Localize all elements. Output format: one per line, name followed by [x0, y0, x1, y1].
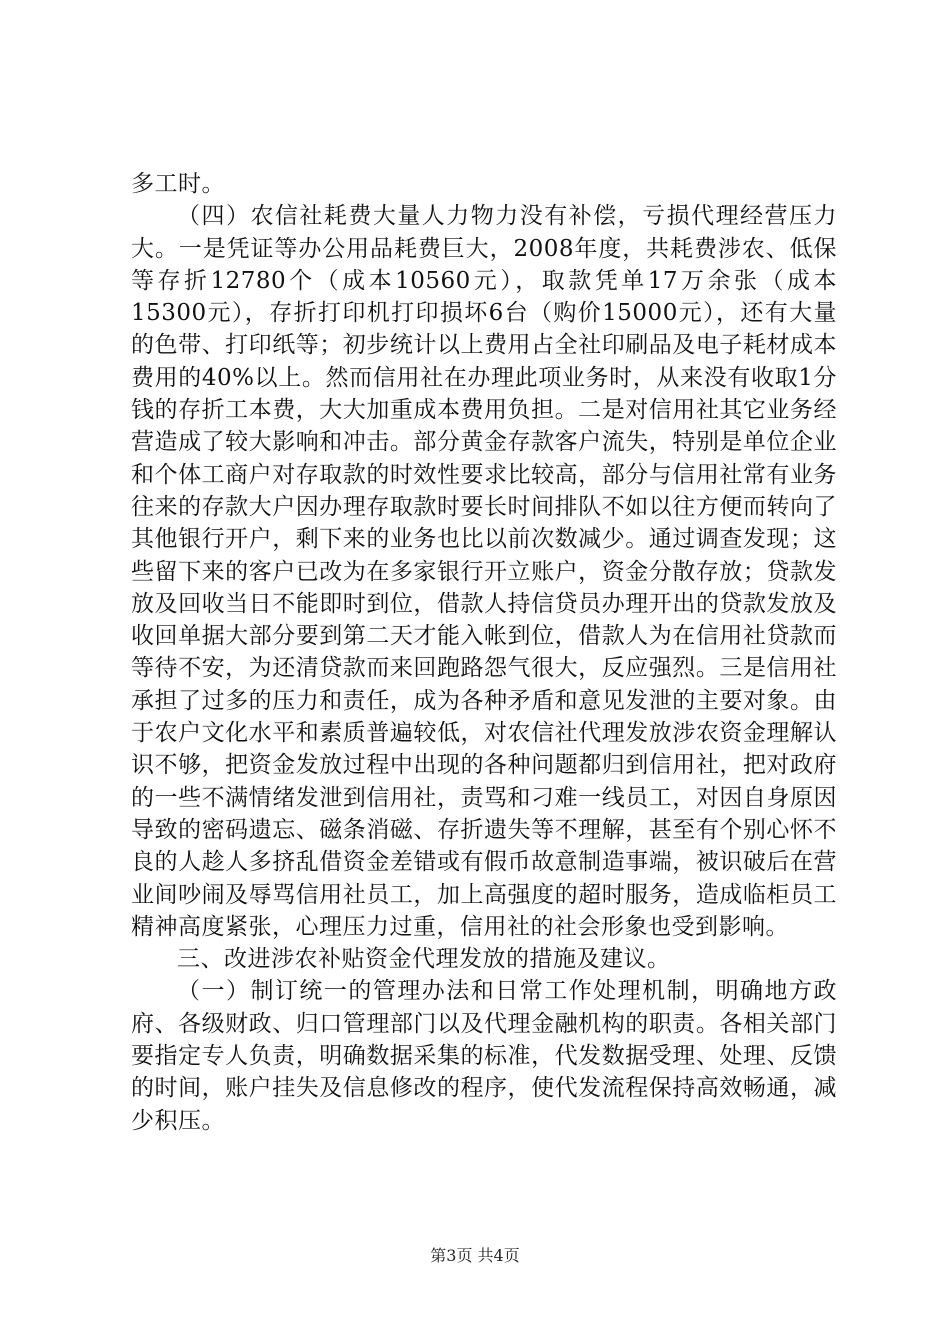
paragraph-1: 多工时。: [131, 171, 225, 197]
paragraph-3: 三、改进涉农补贴资金代理发放的措施及建议。: [177, 946, 671, 973]
page-footer: 第3页 共4页: [430, 1246, 520, 1265]
document-body: [131, 168, 837, 1137]
paragraph-4: （一）制订统一的管理办法和日常工作处理机制，明确地方政府、各级财政、归口管理部门以及代理金融机构的职责。各相关部门要指定专人负责，明确数据采集的标准，代发数据受理、处理、反馈的时间，账户挂失及信息修改的程序，使代发流程保持高效畅通，减少积压。: [131, 978, 837, 1134]
paragraph-2: （四）农信社耗费大量人力物力没有补偿，亏损代理经营压力大。一是凭证等办公用品耗费巨大，2008年度，共耗费涉农、低保等存折12780个（成本10560元），取款凭单17万余张（成本15300元），存折打印机打印损坏6台（购价15000元），还有大量的色带、打印纸等；初步统计以上费用占全社印刷品及电子耗材成本费用的40%以上。然而信用社在办理此项业务时，从来没有收取1分钱的存折工本费，大大加重成本费用负担。二是对信用社其它业务经营造成了较大影响和冲击。部分黄金存款客户流失，特别是单位企业和个体工商户对存取款的时效性要求比较高，部分与信用社常有业务往来的存款大户因办理存取款时要长时间排队不如以往方便而转向了其他银行开户，剩下来的业务也比以前次数减少。通过调查发现；这些留下来的客户已改为在多家银行开立账户，资金分散存放；贷款发放及回收当日不能即时到位，借款人持信贷员办理开出的贷款发放及收回单据大部分要到第二天才能入帐到位，借款人为在信用社贷款而等待不安，为还清贷款而来回跑路怨气很大，反应强烈。三是信用社承担了过多的压力和责任，成为各种矛盾和意见发泄的主要对象。由于农户文化水平和素质普遍较低，对农信社代理发放涉农资金理解认识不够，把资金发放过程中出现的各种问题都归到信用社，把对政府的一些不满情绪发泄到信用社，责骂和刁难一线员工，对因自身原因导致的密码遗忘、磁条消磁、存折遗失等不理解，甚至有个别心怀不良的人趁人多挤乱借资金差错或有假币故意制造事端，被识破后在营业间吵闹及辱骂信用社员工，加上高强度的超时服务，造成临柜员工精神高度紧张，心理压力过重，信用社的社会形象也受到影响。: [131, 203, 837, 940]
